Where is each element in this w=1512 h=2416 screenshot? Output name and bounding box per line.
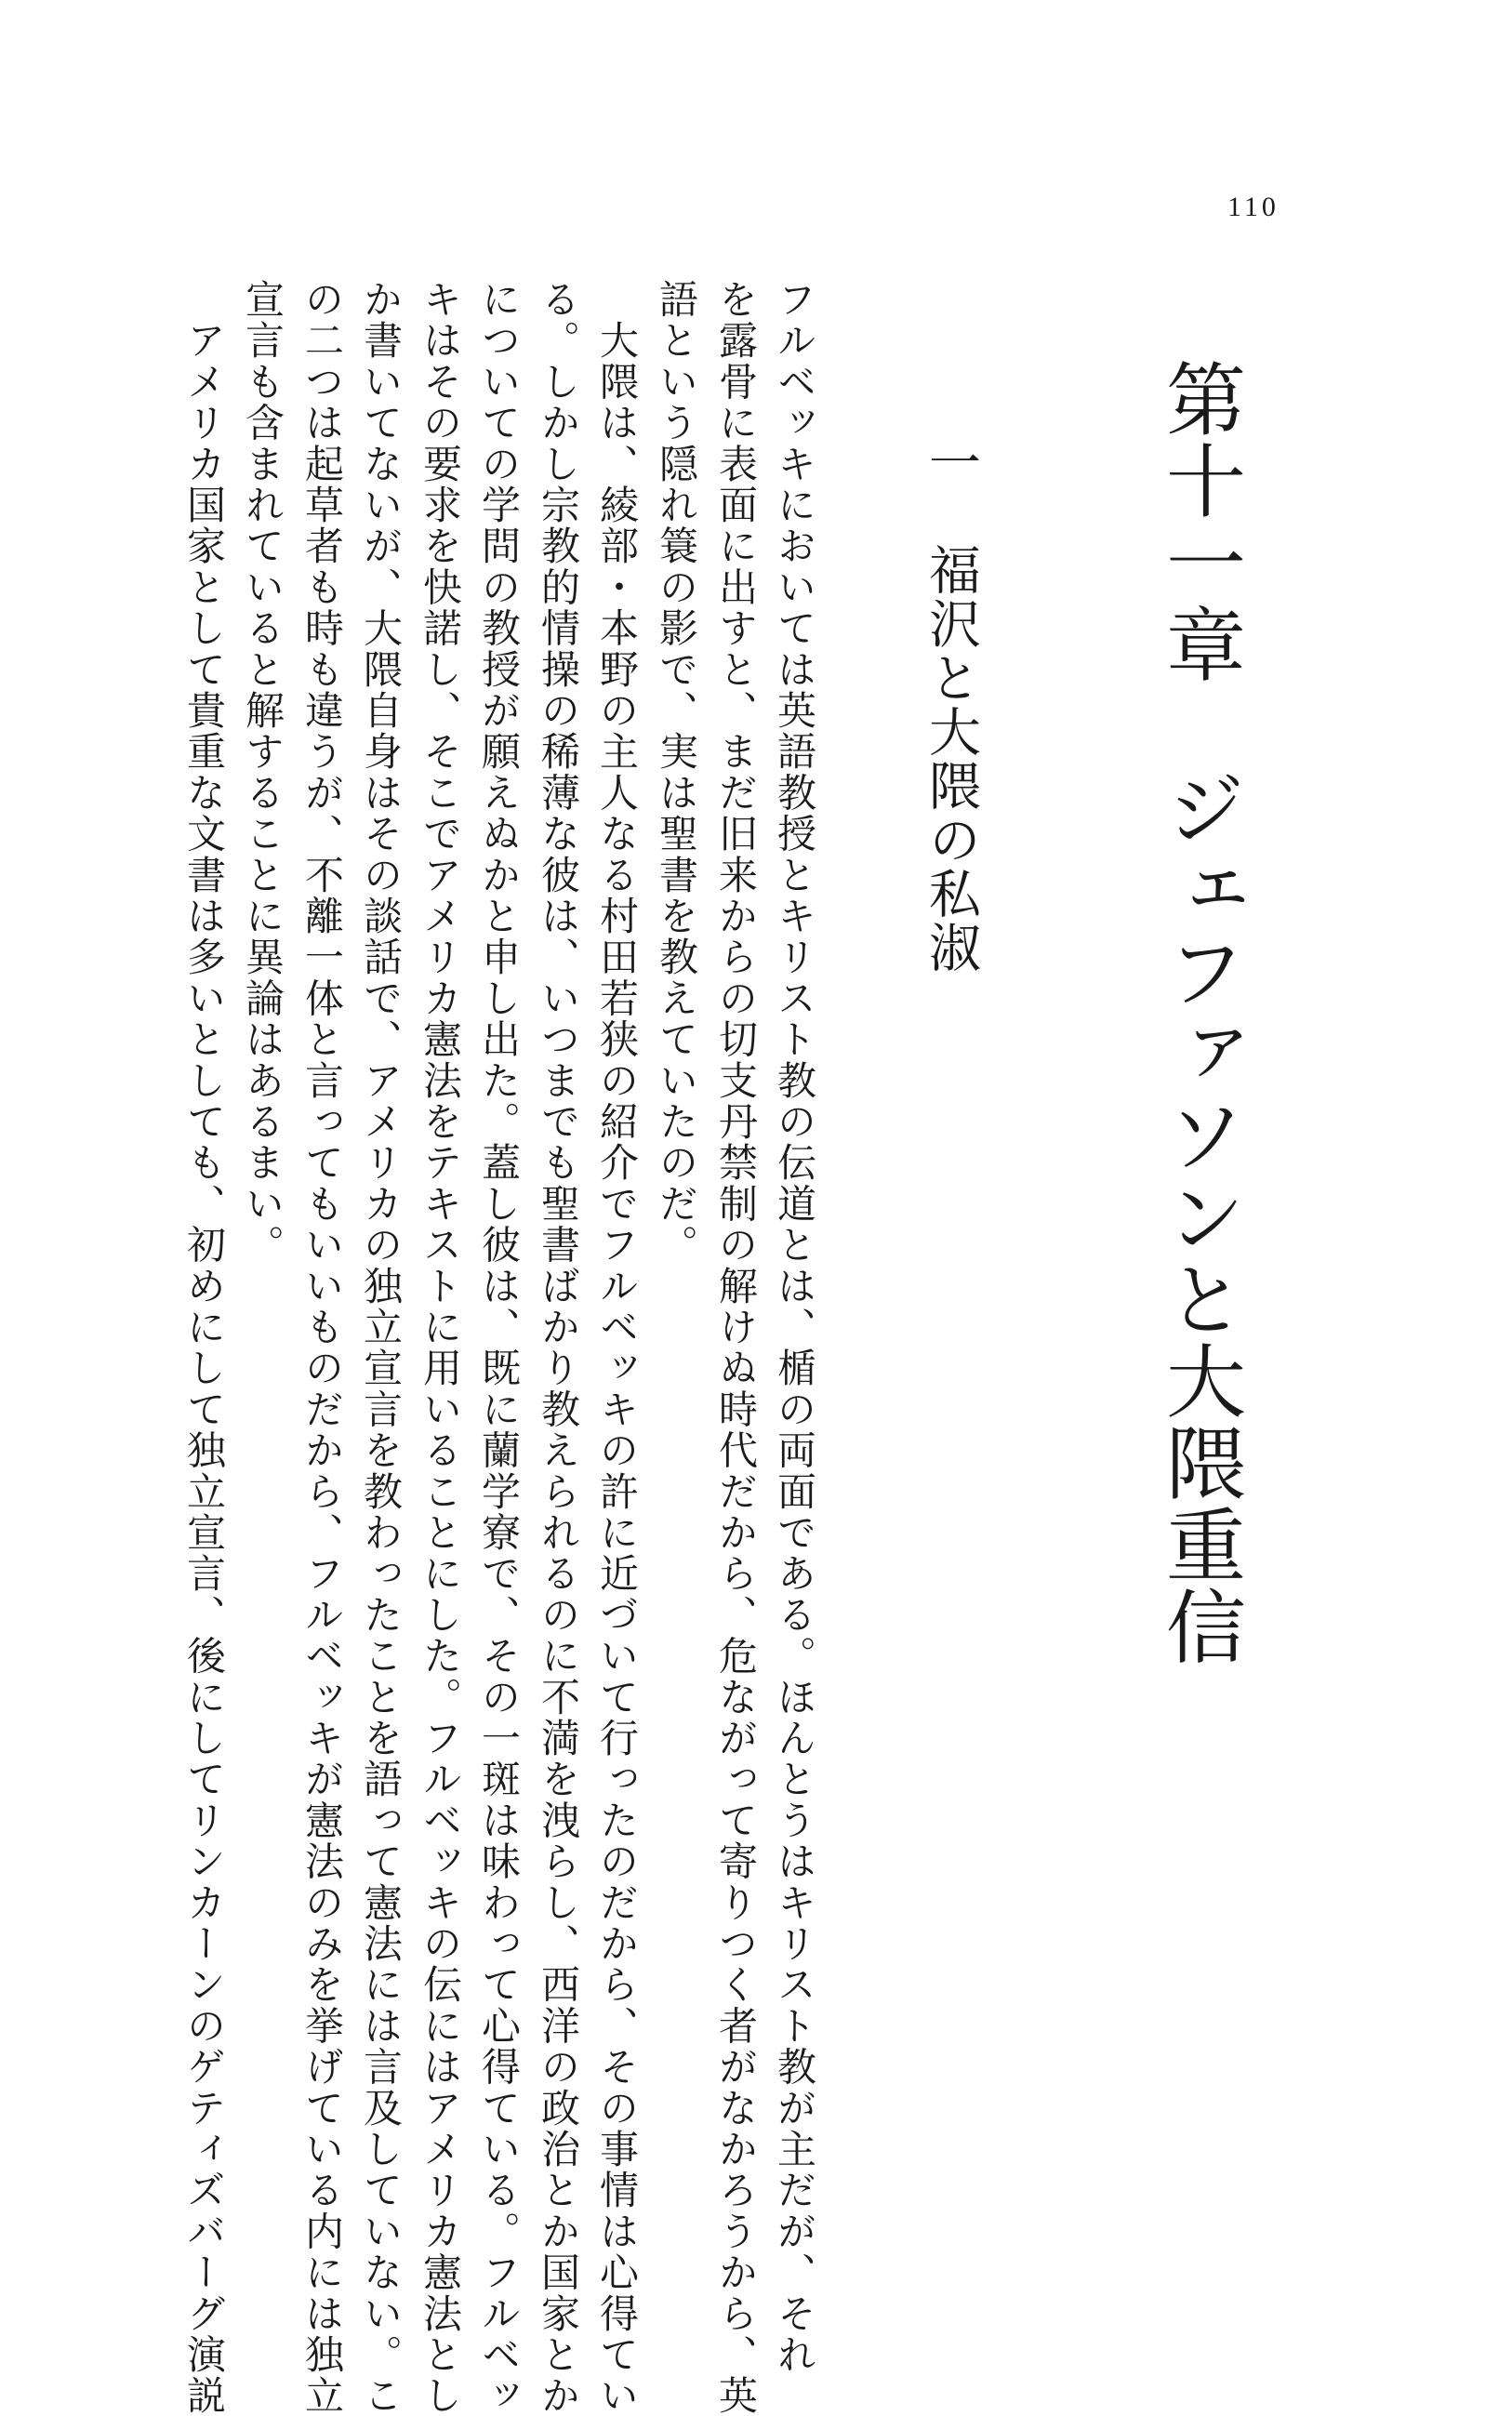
body-line: についての学問の教授が願えぬかと申し出た。蓋し彼は、既に蘭学寮で、その一斑は味わって心得ている。フルベッ [476,279,522,2416]
body-line: キはその要求を快諾し、そこでアメリカ憲法をテキストに用いることにした。フルベッキの伝にはアメリカ憲法とし [418,279,463,2416]
body-line: か書いてないが、大隈自身はその談話で、アメリカの独立宣言を教わったことを語って憲法には言及していない。こ [358,279,404,2416]
body-line: フルベッキにおいては英語教授とキリスト教の伝道とは、楯の両面である。ほんとうはキリスト教が主だが、それ [772,279,817,2376]
page-number: 110 [1227,192,1280,222]
body-line: を露骨に表面に出すと、まだ旧来からの切支丹禁制の解けぬ時代だから、危ながって寄りつく者がなかろうから、英 [713,279,759,2416]
chapter-title: 第十一章 ジェファソンと大隈重信 [1152,358,1245,1667]
body-line: の二つは起草者も時も違うが、不離一体と言ってもいいものだから、フルベッキが憲法のみを挙げている内には独立 [299,279,345,2416]
body-line: る。しかし宗教的情操の稀薄な彼は、いつまでも聖書ばかり教えられるのに不満を洩らし、西洋の政治とか国家とか [536,279,581,2416]
body-line: 語という隠れ簑の影で、実は聖書を教えていたのだ。 [654,279,699,1266]
body-line: 宣言も含まれていると解することに異論はあるまい。 [240,279,285,1266]
body-line: アメリカ国家として貴重な文書は多いとしても、初めにして独立宣言、後にしてリンカーンのゲティズバーグ演説 [181,279,227,2416]
section-title: 一 福沢と大隈の私淑 [921,435,981,975]
body-line: 大隈は、綾部・本野の主人なる村田若狭の紹介でフルベッキの許に近づいて行ったのだから、その事情は心得てい [594,279,640,2416]
